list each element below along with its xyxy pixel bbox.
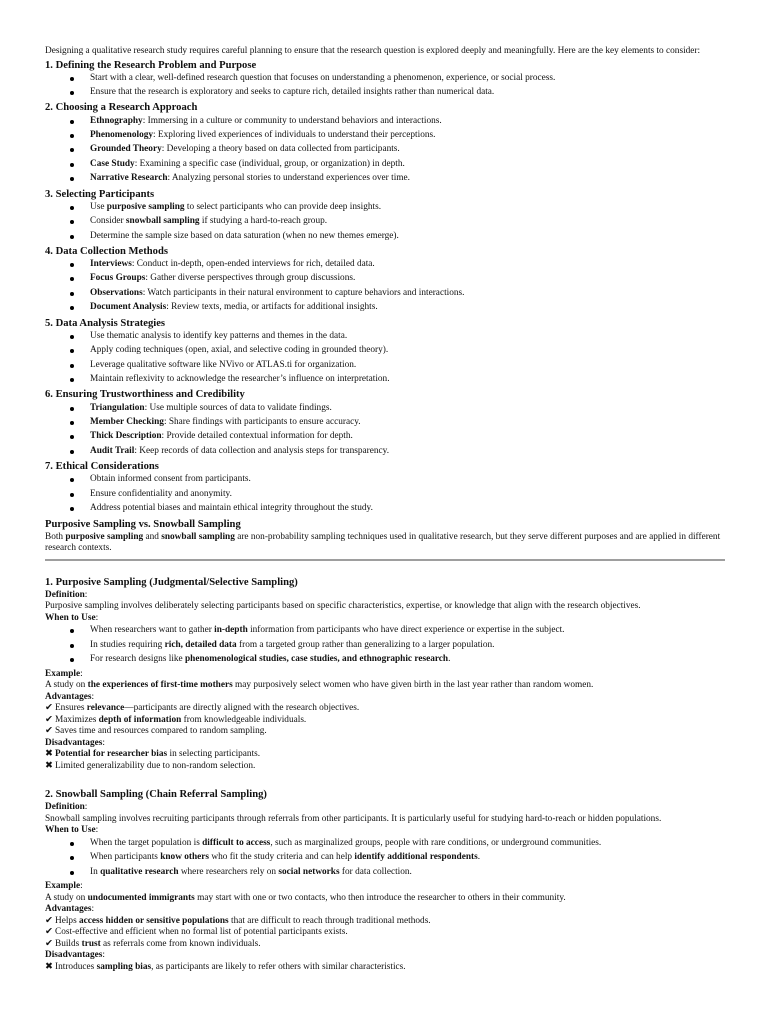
text-run: may purposively select women who have given birth in the last year rather than random women.	[232, 680, 594, 691]
text-run: : Developing a theory based on data collected from participants.	[161, 144, 400, 155]
field-label	[45, 738, 725, 750]
list-item	[90, 867, 725, 879]
list-item	[90, 273, 725, 285]
bold-text: Narrative Research	[90, 173, 168, 184]
list-item	[90, 259, 725, 271]
label-colon: :	[80, 881, 83, 892]
document-page	[45, 46, 725, 973]
bold-text: social networks	[278, 866, 340, 877]
field-label	[45, 825, 725, 837]
text-run: Consider	[90, 216, 126, 227]
list-item	[90, 73, 725, 85]
text-run: Apply coding techniques (open, axial, and selective coding in grounded theory).	[90, 345, 389, 356]
text-run: When researchers want to gather	[90, 625, 215, 636]
bold-text: Document Analysis	[90, 302, 167, 313]
cross-icon: ✖	[45, 760, 53, 771]
check-icon: ✔	[45, 915, 53, 926]
bold-text: snowball sampling	[125, 216, 200, 227]
text-run: Saves time and resources compared to random sampling.	[55, 726, 267, 737]
field-label	[45, 613, 725, 625]
text-run: —participants are directly aligned with the research objectives.	[124, 703, 360, 714]
text-run: in selecting participants.	[167, 749, 261, 760]
bold-text: in-depth	[214, 625, 248, 636]
example-text	[45, 893, 725, 905]
bullet-list	[45, 838, 725, 878]
bold-text: trust	[81, 938, 101, 949]
list-item	[90, 654, 725, 666]
check-icon: ✔	[45, 726, 53, 737]
section-heading: 6. Ensuring Trustworthiness and Credibility	[45, 389, 245, 401]
comparison-paragraph	[45, 532, 725, 555]
text-run: : Watch participants in their natural environment to capture behaviors and interactions.	[142, 287, 465, 298]
label-text: Advantages	[45, 904, 92, 915]
text-run: In studies requiring	[90, 639, 165, 650]
bold-text: Member Checking	[90, 416, 164, 427]
bold-text: Grounded Theory	[90, 144, 162, 155]
bold-text: Potential for researcher bias	[55, 749, 168, 760]
label-colon: :	[91, 691, 95, 702]
list-item	[90, 446, 725, 458]
label-colon: :	[102, 737, 105, 748]
bold-text: identify additional respondents	[354, 852, 478, 863]
text-run: A study on	[45, 892, 88, 903]
list-item	[90, 640, 725, 652]
text-run: : Use multiple sources of data to validate findings.	[144, 402, 332, 413]
method-heading: 2. Snowball Sampling (Chain Referral Sampling)	[45, 789, 267, 801]
text-run: A study on	[45, 680, 88, 691]
list-item	[90, 116, 725, 128]
text-run: Introduces	[55, 961, 97, 972]
list-item	[90, 431, 725, 443]
advantage-item	[45, 916, 725, 928]
list-item	[90, 852, 725, 864]
label-text: Advantages	[45, 691, 92, 702]
bold-text: Focus Groups	[90, 273, 146, 284]
disadvantage-item	[45, 749, 725, 761]
sampling-methods	[45, 576, 725, 974]
text-run: Helps	[55, 915, 80, 926]
list-item	[90, 374, 725, 386]
text-run: : Conduct in-depth, open-ended interviews for rich, detailed data.	[131, 259, 375, 270]
text-run: that are difficult to reach through traditional methods.	[228, 915, 431, 926]
bold-text: Case Study	[90, 158, 135, 169]
text-run: : Provide detailed contextual information for depth.	[161, 431, 353, 442]
list-item	[90, 173, 725, 185]
label-text: Definition	[45, 589, 85, 600]
section-heading: 3. Selecting Participants	[45, 188, 155, 200]
bold-text: access hidden or sensitive populations	[79, 915, 229, 926]
text-run: , as participants are likely to refer others with similar characteristics.	[151, 961, 406, 972]
text-run: if studying a hard-to-reach group.	[199, 216, 328, 227]
label-text: Example	[45, 881, 81, 892]
method-heading: 1. Purposive Sampling (Judgmental/Selective Sampling)	[45, 576, 298, 588]
bold-text: purposive sampling	[65, 531, 144, 542]
bold-text: undocumented immigrants	[87, 892, 195, 903]
list-item	[90, 625, 725, 637]
section-heading: 4. Data Collection Methods	[45, 245, 168, 257]
bold-text: phenomenological studies, case studies, and ethnographic research	[185, 654, 449, 665]
field-label	[45, 669, 725, 681]
list-item	[90, 216, 725, 228]
text-run: for data collection.	[339, 866, 412, 877]
advantage-item	[45, 703, 725, 715]
list-item	[90, 345, 725, 357]
bold-text: Thick Description	[90, 431, 162, 442]
bold-text: Interviews	[90, 259, 132, 270]
example-text	[45, 680, 725, 692]
bold-text: Ethnography	[90, 115, 143, 126]
label-text: When to Use	[45, 612, 96, 623]
list-item	[90, 360, 725, 372]
label-colon: :	[84, 589, 88, 600]
intro-paragraph: Designing a qualitative research study requires careful planning to ensure that the research question is explored deeply and meaningfully. Here are the key elements to consider:	[45, 46, 701, 56]
advantage-item	[45, 726, 725, 738]
advantage-item	[45, 939, 725, 951]
field-label	[45, 692, 725, 704]
bold-text: Triangulation	[90, 402, 145, 413]
bullet-list	[45, 73, 725, 99]
bullet-list	[45, 625, 725, 665]
text-run: .	[448, 654, 451, 665]
text-run: Start with a clear, well-defined research question that focuses on understanding a phenomenon, experience, or social process.	[90, 72, 556, 83]
bold-text: sampling bias	[96, 961, 152, 972]
bold-text: Audit Trail	[90, 445, 135, 456]
text-run: , such as marginalized groups, people with rare conditions, or underground communities.	[270, 837, 602, 848]
text-run: who fit the study criteria and can help	[209, 852, 355, 863]
text-run: are non-probability sampling techniques used in qualitative research, but they serve different purposes and are applied in different research contexts.	[45, 531, 721, 554]
check-icon: ✔	[45, 927, 53, 938]
list-item	[90, 87, 725, 99]
bullet-list	[45, 331, 725, 386]
guide-sections	[45, 59, 725, 515]
list-item	[90, 288, 725, 300]
text-run: to select participants who can provide deep insights.	[184, 201, 382, 212]
bold-text: qualitative research	[100, 866, 179, 877]
text-run: from knowledgeable individuals.	[181, 714, 307, 725]
text-run: Ensure that the research is exploratory and seeks to capture rich, detailed insights rather than numerical data.	[90, 87, 495, 98]
text-run: from a targeted group rather than generalizing to a larger population.	[236, 639, 495, 650]
list-item	[90, 838, 725, 850]
label-colon: :	[95, 825, 99, 836]
list-item	[90, 130, 725, 142]
text-run: For research designs like	[90, 654, 186, 665]
text-run: Limited generalizability due to non-random selection.	[55, 760, 256, 771]
check-icon: ✔	[45, 703, 53, 714]
label-colon: :	[80, 668, 83, 679]
list-item	[90, 302, 725, 314]
bold-text: depth of information	[98, 714, 182, 725]
label-text: Definition	[45, 802, 85, 813]
bold-text: relevance	[86, 703, 125, 714]
list-item	[90, 231, 725, 243]
bold-text: difficult to access	[202, 837, 271, 848]
text-run: : Share findings with participants to ensure accuracy.	[163, 416, 361, 427]
bold-text: the experiences of first-time mothers	[87, 680, 233, 691]
field-label	[45, 802, 725, 814]
bullet-list	[45, 202, 725, 242]
text-run: : Examining a specific case (individual, group, or organization) in depth.	[134, 158, 405, 169]
bold-text: snowball sampling	[161, 531, 235, 542]
check-icon: ✔	[45, 714, 53, 725]
label-text: Disadvantages	[45, 737, 103, 748]
text-run: : Exploring lived experiences of individuals to understand their perceptions.	[153, 129, 436, 140]
text-run: as referrals come from known individuals.	[100, 938, 261, 949]
bold-text: rich, detailed data	[164, 639, 237, 650]
text-run: Use thematic analysis to identify key patterns and themes in the data.	[90, 330, 348, 341]
disadvantage-item	[45, 761, 725, 773]
list-item	[90, 144, 725, 156]
label-text: When to Use	[45, 825, 96, 836]
definition-text: Snowball sampling involves recruiting participants through referrals from other participants. It is particularly useful for studying hard-to-reach or hidden populations.	[45, 813, 662, 824]
text-run: : Gather diverse perspectives through group discussions.	[145, 273, 356, 284]
list-item	[90, 417, 725, 429]
section-heading: 5. Data Analysis Strategies	[45, 317, 166, 329]
section-heading: 1. Defining the Research Problem and Purpose	[45, 59, 257, 71]
bullet-list	[45, 474, 725, 514]
field-label	[45, 590, 725, 602]
advantage-item	[45, 927, 725, 939]
text-run: Cost-effective and efficient when no formal list of potential participants exists.	[55, 927, 348, 938]
text-run: Maximizes	[55, 714, 99, 725]
list-item	[90, 159, 725, 171]
text-run: Use	[90, 201, 107, 212]
section-heading: 7. Ethical Considerations	[45, 461, 159, 473]
label-colon: :	[95, 612, 99, 623]
field-label	[45, 950, 725, 962]
bullet-list	[45, 259, 725, 314]
disadvantage-item	[45, 962, 725, 974]
list-item	[90, 202, 725, 214]
text-run: where researchers rely on	[178, 866, 279, 877]
text-run: : Immersing in a culture or community to understand behaviors and interactions.	[142, 115, 442, 126]
text-run: Address potential biases and maintain ethical integrity throughout the study.	[90, 503, 373, 514]
comparison-heading: Purposive Sampling vs. Snowball Sampling	[45, 518, 241, 530]
text-run: may start with one or two contacts, who then introduce the researcher to others in their community.	[194, 892, 566, 903]
text-run: and	[143, 531, 162, 542]
advantage-item	[45, 715, 725, 727]
text-run: : Analyzing personal stories to understand experiences over time.	[167, 173, 410, 184]
text-run: Builds	[55, 938, 82, 949]
text-run: Leverage qualitative software like NVivo or ATLAS.ti for organization.	[90, 359, 357, 370]
label-colon: :	[102, 950, 105, 961]
text-run: Ensures	[55, 703, 87, 714]
text-run: .	[477, 852, 481, 863]
spacer	[45, 772, 725, 788]
bold-text: purposive sampling	[106, 201, 185, 212]
bold-text: know others	[160, 852, 210, 863]
text-run: When the target population is	[90, 837, 203, 848]
bold-text: Observations	[90, 287, 143, 298]
field-label	[45, 881, 725, 893]
text-run: : Review texts, media, or artifacts for additional insights.	[166, 302, 378, 313]
cross-icon: ✖	[45, 961, 53, 972]
label-text: Example	[45, 668, 81, 679]
label-text: Disadvantages	[45, 950, 103, 961]
section-heading: 2. Choosing a Research Approach	[45, 102, 198, 114]
text-run: Obtain informed consent from participants.	[90, 474, 251, 485]
list-item	[90, 474, 725, 486]
text-run: In	[90, 866, 101, 877]
text-run: information from participants who have direct experience or expertise in the subject.	[247, 625, 565, 636]
field-label	[45, 904, 725, 916]
text-run: Maintain reflexivity to acknowledge the researcher’s influence on interpretation.	[90, 374, 390, 385]
check-icon: ✔	[45, 938, 53, 949]
text-run: Both	[45, 531, 66, 542]
bullet-list	[45, 116, 725, 185]
bullet-list	[45, 403, 725, 458]
list-item	[90, 403, 725, 415]
section-divider	[45, 559, 725, 561]
text-run: : Keep records of data collection and analysis steps for transparency.	[134, 445, 390, 456]
text-run: Determine the sample size based on data saturation (when no new themes emerge).	[90, 230, 399, 241]
label-colon: :	[91, 904, 95, 915]
list-item	[90, 489, 725, 501]
text-run: When participants	[90, 852, 161, 863]
text-run: Ensure confidentiality and anonymity.	[90, 488, 232, 499]
list-item	[90, 331, 725, 343]
list-item	[90, 503, 725, 515]
cross-icon: ✖	[45, 749, 53, 760]
definition-text: Purposive sampling involves deliberately selecting participants based on specific characteristics, expertise, or knowledge that align with the research objectives.	[45, 601, 641, 612]
label-colon: :	[84, 802, 88, 813]
bold-text: Phenomenology	[90, 129, 154, 140]
